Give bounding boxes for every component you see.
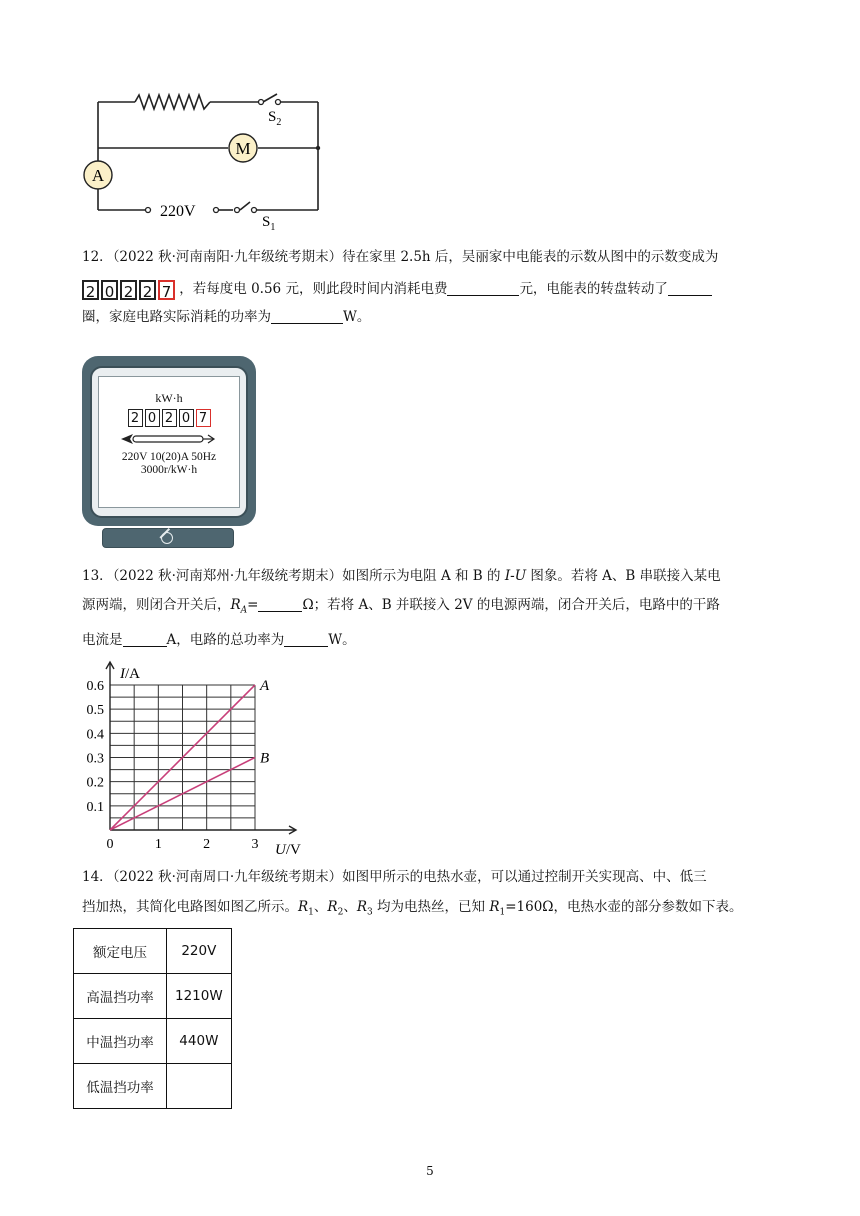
switch-s1-label: S (262, 214, 271, 230)
q14-r2: R (327, 899, 338, 915)
q13-number: 13． (82, 568, 113, 584)
meter-reading (128, 409, 211, 427)
meter-unit: kW·h (155, 391, 183, 405)
x-axis-label: U/V (275, 842, 301, 858)
param-value: 220V (167, 929, 232, 974)
meter-digit-decimal: 7 (196, 409, 211, 427)
y-tick-label: 0.4 (86, 727, 104, 743)
param-label: 高温挡功率 (74, 974, 167, 1019)
table-row (74, 1064, 232, 1109)
series-label-A: A (260, 678, 270, 694)
switch-s2-label: S (268, 109, 277, 125)
iu-chart (80, 660, 320, 860)
q14-text-2a: 挡加热，其简化电路图如图乙所示。 (82, 899, 298, 915)
q14-r1b-sub: 1 (499, 907, 506, 918)
ammeter-label: A (91, 166, 105, 185)
x-tick-label: 0 (106, 837, 114, 852)
motor-label: M (235, 139, 251, 158)
q12-meter-reading (82, 280, 175, 300)
q14-number: 14． (82, 869, 113, 885)
q14-r1-sub: 1 (308, 907, 314, 918)
q13-iu: I-U (504, 568, 527, 584)
q12-digit: 2 (120, 280, 137, 300)
q14-r1b: R (489, 899, 500, 915)
q13-ra: R (230, 597, 241, 613)
voltage-label: 220V (160, 203, 196, 220)
meter-digit: 2 (128, 409, 143, 427)
q14-text-2c: =160Ω，电热水壶的部分参数如下表。 (505, 899, 743, 915)
q12-digit-decimal: 7 (158, 280, 175, 300)
q12-text-4: 圈，家庭电路实际消耗的功率为 (82, 309, 271, 325)
q13-ra-sub: A (240, 605, 248, 616)
x-tick-label: 2 (203, 837, 211, 852)
y-tick-label: 0.3 (86, 751, 104, 767)
q14-sep-1: 、 (313, 899, 328, 915)
q13-blank-ra[interactable] (258, 595, 302, 612)
kettle-params-table (73, 928, 232, 1109)
param-label: 中温挡功率 (74, 1019, 167, 1064)
param-label: 额定电压 (74, 929, 167, 974)
q13-blank-current[interactable] (123, 630, 167, 647)
meter-digit: 2 (162, 409, 177, 427)
q14-source: （2022 秋·河南周口·九年级统考期末） (112, 869, 343, 885)
y-tick-label: 0.1 (86, 799, 104, 815)
question-13 (82, 563, 782, 653)
param-value-empty[interactable] (167, 1064, 232, 1109)
x-tick-label: 1 (154, 837, 162, 852)
meter-spec-1: 220V 10(20)A 50Hz (121, 451, 217, 463)
q13-source: （2022 秋·河南郑州·九年级统考期末） (112, 568, 343, 584)
q13-blank-power[interactable] (284, 630, 328, 647)
q14-sep-2: 、 (343, 899, 357, 915)
q14-r3: R (356, 899, 367, 915)
q12-source: （2022 秋·河南南阳·九年级统考期末） (112, 249, 343, 265)
q12-digit: 2 (139, 280, 156, 300)
meter-spec-2: 3000r/kW·h (140, 464, 198, 476)
x-tick-label: 3 (251, 837, 259, 852)
y-tick-label: 0.6 (86, 679, 104, 694)
switch-s2-sub: 2 (276, 117, 282, 128)
circuit-diagram (80, 80, 330, 230)
q12-text-5: W。 (343, 309, 371, 325)
page-number: 5 (426, 1164, 434, 1178)
param-value: 440W (167, 1019, 232, 1064)
q14-text-1: 如图甲所示的电热水壶，可以通过控制开关实现高、中、低三 (342, 869, 707, 885)
q14-text-2b: 均为电热丝，已知 (372, 899, 490, 915)
table-row (74, 1019, 232, 1064)
param-label: 低温挡功率 (74, 1064, 167, 1109)
svg-text:S1 (262, 214, 275, 230)
q13-text-2b: = (247, 597, 259, 613)
q13-text-2c: Ω；若将 A、B 并联接入 2V 的电源两端，闭合开关后，电路中的干路 (302, 597, 720, 613)
q12-digit: 2 (82, 280, 99, 300)
q13-text-3b: A，电路的总功率为 (166, 631, 285, 648)
question-14 (82, 864, 782, 926)
y-tick-label: 0.5 (86, 703, 104, 719)
q13-text-3c: W。 (328, 631, 356, 648)
q12-blank-revolutions[interactable] (668, 279, 712, 296)
y-axis-label: I/A (120, 666, 140, 682)
q12-text-3: 元，电能表的转盘转动了 (519, 281, 668, 297)
meter-disc-arrow-icon (119, 431, 219, 447)
q12-digit: 0 (101, 280, 118, 300)
q14-r1: R (298, 899, 309, 915)
q13-text-2a: 源两端，则闭合开关后， (82, 597, 231, 613)
series-label-B: B (260, 750, 270, 767)
q12-number: 12． (82, 249, 113, 265)
q12-blank-cost[interactable] (447, 279, 519, 296)
electricity-meter (80, 356, 258, 552)
q12-text-2: ，若每度电 0.56 元，则此段时间内消耗电费 (179, 281, 448, 297)
param-value: 1210W (167, 974, 232, 1019)
q13-text-3a: 电流是 (82, 631, 123, 648)
chart-ticks (87, 679, 259, 852)
table-row (74, 929, 232, 974)
meter-digit: 0 (179, 409, 194, 427)
meter-digit: 0 (145, 409, 160, 427)
q14-r3-sub: 3 (366, 907, 373, 918)
switch-s1-sub: 1 (270, 222, 276, 230)
q12-blank-power[interactable] (271, 307, 343, 324)
svg-text:S2 (268, 109, 281, 128)
q14-r2-sub: 2 (337, 907, 344, 918)
question-12 (82, 244, 782, 330)
q13-text-1b: 图象。若将 A、B 串联接入某电 (526, 568, 721, 584)
q12-text-1: 待在家里 2.5h 后，吴丽家中电能表的示数从图中的示数变成为 (342, 249, 719, 265)
y-tick-label: 0.2 (86, 775, 104, 791)
q13-text-1: 如图所示为电阻 A 和 B 的 (342, 568, 505, 584)
table-row (74, 974, 232, 1019)
